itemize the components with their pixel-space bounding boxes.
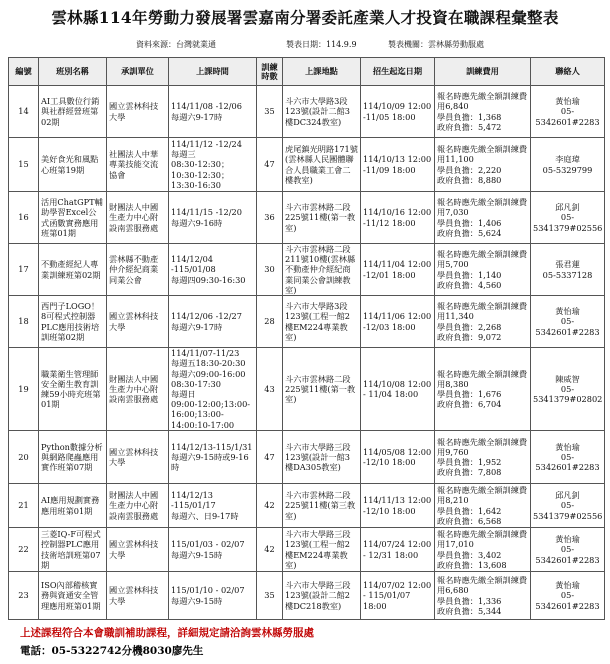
meta-source: 資料來源：台灣就業通 [136, 40, 216, 49]
training-hours: 30 [257, 244, 283, 296]
header-cell: 訓練時數 [257, 58, 283, 86]
table-row [9, 192, 605, 244]
training-unit: 財團法人中國生產力中心附設南雲服務處 [107, 192, 169, 244]
course-name: 不動產經紀人專業訓練班第02期 [39, 244, 107, 296]
training-fee: 報名時應先繳全額訓練費用8,380 學員負擔：1,676 政府負擔：6,704 [435, 348, 531, 431]
table-row [9, 484, 605, 528]
course-number: 23 [9, 572, 39, 620]
table-row [9, 138, 605, 192]
contact-person: 黃怡瑜 05-5342601#2283 [531, 296, 605, 348]
training-hours: 47 [257, 138, 283, 192]
training-hours: 36 [257, 192, 283, 244]
class-location: 斗六市雲林路二段225號11樓(第三教室) [283, 484, 361, 528]
course-number: 15 [9, 138, 39, 192]
enrollment-period: 114/10/13 12:00 -11/09 18:00 [361, 138, 435, 192]
training-fee: 報名時應先繳全額訓練費用17,010 學員負擔：3,402 政府負擔：13,608 [435, 528, 531, 572]
header-cell: 上課時間 [169, 58, 257, 86]
course-number: 16 [9, 192, 39, 244]
training-fee: 報名時應先繳全額訓練費用11,100 學員負擔：2,220 政府負擔：8,880 [435, 138, 531, 192]
enrollment-period: 114/11/06 12:00 -12/03 18:00 [361, 296, 435, 348]
training-fee: 報名時應先繳全額訓練費用9,760 學員負擔：1,952 政府負擔：7,808 [435, 431, 531, 484]
class-location: 虎尾鎮光明路171號(雲林縣人民團體聯合人員職業工會二樓教室) [283, 138, 361, 192]
class-time: 115/01/10 - 02/07 每週六9-15時 [169, 572, 257, 620]
class-location: 斗六市雲林路二段211號10樓(雲林縣不動產仲介經紀商業同業公會訓練教室) [283, 244, 361, 296]
course-name: AI應用規劃實務應用班第01期 [39, 484, 107, 528]
class-time: 114/11/07-11/23 每週五18:30-20:30 每週六09:00-16:00 08:30-17:30 每週日 09:00-12:00;13:00-16:00;13:00-14:00:10-17:00 [169, 348, 257, 431]
training-unit: 國立雲林科技大學 [107, 572, 169, 620]
training-unit: 國立雲林科技大學 [107, 296, 169, 348]
course-table [8, 57, 605, 620]
training-hours: 43 [257, 348, 283, 431]
course-number: 20 [9, 431, 39, 484]
meta-org: 製表機關：雲林縣勞動服處 [388, 40, 484, 49]
course-number: 19 [9, 348, 39, 431]
meta-date: 製表日期：114.9.9 [286, 40, 357, 49]
header-cell: 班別名稱 [39, 58, 107, 86]
footer-phone: 電話：05-5322742分機8030廖先生 [20, 645, 204, 657]
enrollment-period: 114/11/13 12:00 -12/10 18:00 [361, 484, 435, 528]
class-location: 斗六市大學路三段123號(設計一館3樓DA305教室) [283, 431, 361, 484]
training-hours: 35 [257, 86, 283, 138]
table-row [9, 528, 605, 572]
enrollment-period: 114/05/08 12:00 -12/10 18:00 [361, 431, 435, 484]
course-name: 美好食光和風點心班第19期 [39, 138, 107, 192]
class-time: 114/11/12 -12/24 每週三 08:30-12:30；10:30-12:30；13:30-16:30 [169, 138, 257, 192]
course-number: 21 [9, 484, 39, 528]
class-time: 114/12/06 -12/27 每週六9-17時 [169, 296, 257, 348]
table-row [9, 86, 605, 138]
contact-person: 邱凡釗 05-5341379#02556 [531, 192, 605, 244]
training-hours: 47 [257, 431, 283, 484]
header-cell: 聯絡人 [531, 58, 605, 86]
training-unit: 社團法人中華專業技能交流協會 [107, 138, 169, 192]
enrollment-period: 114/11/04 12:00 -12/01 18:00 [361, 244, 435, 296]
enrollment-period: 114/07/24 12:00 - 12/31 18:00 [361, 528, 435, 572]
contact-person: 黃怡瑜 05-5342601#2283 [531, 528, 605, 572]
table-header-row [9, 58, 605, 86]
contact-person: 陳威智 05-5341379#02802 [531, 348, 605, 431]
training-hours: 42 [257, 528, 283, 572]
table-row [9, 244, 605, 296]
training-unit: 國立雲林科技大學 [107, 528, 169, 572]
training-unit: 財團法人中國生產力中心附設南雲服務處 [107, 484, 169, 528]
course-number: 18 [9, 296, 39, 348]
class-time: 115/01/03 - 02/07 每週六9-15時 [169, 528, 257, 572]
contact-person: 邱凡釗 05-5341379#02556 [531, 484, 605, 528]
header-cell: 上課地點 [283, 58, 361, 86]
enrollment-period: 114/07/02 12:00 - 115/01/07 18:00 [361, 572, 435, 620]
training-hours: 42 [257, 484, 283, 528]
contact-person: 李庭瑋 05-5329799 [531, 138, 605, 192]
class-location: 斗六市大學路3段123號(設計二館3樓DC324教室) [283, 86, 361, 138]
training-fee: 報名時應先繳全額訓練費用6,840 學員負擔：1,368 政府負擔：5,472 [435, 86, 531, 138]
table-row [9, 572, 605, 620]
training-hours: 28 [257, 296, 283, 348]
footer-note: 上述課程符合本會職訓補助課程，詳細規定請洽詢雲林縣勞服處 [20, 627, 314, 639]
course-name: 職業衛生管理師安全衛生教育訓練59小時充班第01期 [39, 348, 107, 431]
class-location: 斗六市大學路3段123號(工程一館2樓EM224專業教室) [283, 296, 361, 348]
class-location: 斗六市雲林路二段225號11樓(第一教室) [283, 192, 361, 244]
enrollment-period: 114/10/09 12:00 -11/05 18:00 [361, 86, 435, 138]
class-time: 114/12/13 -115/01/17 每週六、日9-17時 [169, 484, 257, 528]
course-number: 22 [9, 528, 39, 572]
header-cell: 承訓單位 [107, 58, 169, 86]
class-location: 斗六市大學路三段123號(設計二館2樓DC218教室) [283, 572, 361, 620]
enrollment-period: 114/10/08 12:00 - 11/04 18:00 [361, 348, 435, 431]
class-time: 114/12/04 -115/01/08 每週四09:30-16:30 [169, 244, 257, 296]
header-cell: 訓練費用 [435, 58, 531, 86]
table-row [9, 296, 605, 348]
header-cell: 招生起迄日期 [361, 58, 435, 86]
training-hours: 35 [257, 572, 283, 620]
class-time: 114/12/13-115/1/31 每週六9-15時或9-16時 [169, 431, 257, 484]
training-fee: 報名時應先繳全額訓練費用6,680 學員負擔：1,336 政府負擔：5,344 [435, 572, 531, 620]
training-fee: 報名時應先繳全額訓練費用11,340 學員負擔：2,268 政府負擔：9,072 [435, 296, 531, 348]
page-title: 雲林縣114年勞動力發展署雲嘉南分署委託產業人才投資在職課程彙整表 [51, 8, 559, 27]
course-number: 14 [9, 86, 39, 138]
training-fee: 報名時應先繳全額訓練費用5,700 學員負擔：1,140 政府負擔：4,560 [435, 244, 531, 296]
course-name: AI工具數位行銷與社群經營班第02期 [39, 86, 107, 138]
course-name: 活用ChatGPT輔助學習Excel公式函數實務應用班第01期 [39, 192, 107, 244]
table-row [9, 431, 605, 484]
course-number: 17 [9, 244, 39, 296]
training-fee: 報名時應先繳全額訓練費用7,030 學員負擔：1,406 政府負擔：5,624 [435, 192, 531, 244]
enrollment-period: 114/10/16 12:00 -11/12 18:00 [361, 192, 435, 244]
contact-person: 張君蓮 05-5337128 [531, 244, 605, 296]
contact-person: 黃怡瑜 05-5342601#2283 [531, 431, 605, 484]
class-time: 114/11/08 -12/06 每週六9-17時 [169, 86, 257, 138]
training-unit: 國立雲林科技大學 [107, 431, 169, 484]
contact-person: 黃怡瑜 05-5342601#2283 [531, 572, 605, 620]
course-name: ISO內部稽核實務與資通安全管理應用班第01期 [39, 572, 107, 620]
contact-person: 黃怡瑜 05-5342601#2283 [531, 86, 605, 138]
training-unit: 財團法人中國生產力中心附設南雲服務處 [107, 348, 169, 431]
course-name: 西門子LOGO！8可程式控制器PLC應用技術培訓班第02期 [39, 296, 107, 348]
training-unit: 雲林縣不動產仲介經紀商業同業公會 [107, 244, 169, 296]
table-row [9, 348, 605, 431]
training-fee: 報名時應先繳全額訓練費用8,210 學員負擔：1,642 政府負擔：6,568 [435, 484, 531, 528]
course-name: Python數據分析與網路爬蟲應用實作班第07期 [39, 431, 107, 484]
class-location: 斗六市雲林路二段225號11樓(第一教室) [283, 348, 361, 431]
header-cell: 編號 [9, 58, 39, 86]
course-name: 三菱IQ-F可程式控制器PLC應用技術培訓班第07期 [39, 528, 107, 572]
training-unit: 國立雲林科技大學 [107, 86, 169, 138]
class-location: 斗六市大學路三段123號(工程一館2樓EM224專業教室) [283, 528, 361, 572]
class-time: 114/11/15 -12/20 每週六9-16時 [169, 192, 257, 244]
